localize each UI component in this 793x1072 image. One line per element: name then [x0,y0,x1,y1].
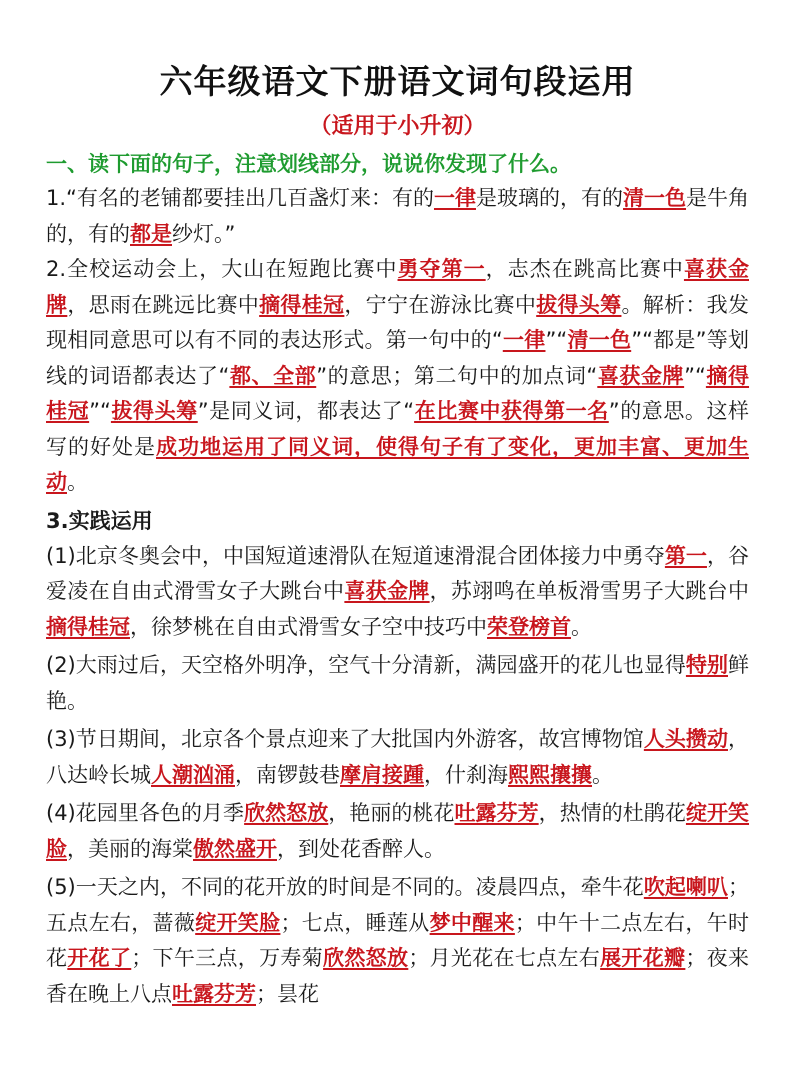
highlighted-term: 绽开笑脸 [195,910,281,935]
paragraph-text: ，思雨在跳远比赛中 [67,292,260,317]
paragraph-text: ；昙花 [256,981,319,1006]
paragraph-1 [46,181,749,252]
highlighted-term: 喜获金牌 [344,579,430,603]
paragraph-text: 1.“有名的老铺都要挂出几百盏灯来：有的 [46,186,434,210]
highlighted-term: 清一色 [567,328,632,352]
highlighted-term: 人潮汹涌 [151,762,235,787]
paragraph-text: ，徐梦桃在自由式滑雪女子空中技巧中 [130,614,487,639]
highlighted-term: 勇夺第一 [397,257,486,281]
paragraph-text: 。 [571,614,592,639]
highlighted-term: 欣然怒放 [244,801,329,825]
paragraph-text: ，什刹海 [424,762,508,787]
highlighted-term: 在比赛中获得第一名 [414,399,609,423]
paragraph-text: ；月光花在七点左右 [408,946,601,970]
highlighted-term: 摘得桂冠 [46,614,130,639]
highlighted-term: 熙熙攘攘 [508,762,592,787]
highlighted-term: 开花了 [67,946,132,970]
exercise-2 [46,648,749,719]
paragraph-text: ，谷爱凌在自由式滑雪女子大跳台中 [46,543,750,603]
exercise-3 [46,722,749,793]
highlighted-term: 都、全部 [229,363,317,388]
page-subtitle: （适用于小升初） [309,114,486,139]
highlighted-term: 拔得头筹 [536,292,622,317]
paragraph-text: 是玻璃的，有的 [475,186,624,210]
exercise-1 [46,539,749,646]
highlighted-term: 喜获金牌 [46,257,749,317]
page-title: 六年级语文下册语文词句段运用 [159,62,636,101]
highlighted-term: 都是 [130,221,172,246]
paragraph-text: ”“都是”等划线的词语都表达了“ [46,328,749,388]
highlighted-term: 拔得头筹 [110,399,198,423]
paragraph-text: ，苏翊鸣在单板滑雪男子大跳台中 [429,579,749,603]
paragraph-text: (3)节日期间，北京各个景点迎来了大批国内外游客，故宫博物馆 [46,727,644,751]
highlighted-term: 摘得桂冠 [46,363,750,423]
paragraph-text: ”“ [684,363,706,388]
highlighted-term: 荣登榜首 [487,614,571,639]
paragraph-text: ；七点，睡莲从 [280,910,430,935]
paragraph-text: (4)花园里各色的月季 [46,801,245,825]
highlighted-term: 特别 [685,653,728,677]
paragraph-text: 鲜艳。 [46,653,749,713]
paragraph-text: 纱灯。” [172,221,236,246]
paragraph-text: ，热情的杜鹃花 [538,801,686,825]
paragraph-text: ；下午三点，万寿菊 [131,946,324,970]
highlighted-term: 清一色 [623,186,687,210]
paragraph-text: 是牛角的，有的 [46,186,750,246]
highlighted-term: 梦中醒来 [429,910,515,935]
highlighted-term: 一律 [502,328,546,352]
paragraph-text: ”是同义词，都表达了“ [197,399,415,423]
highlighted-term: 喜获金牌 [597,363,685,388]
highlighted-term: 吐露芬芳 [172,981,256,1006]
paragraph-text: (2)大雨过后，天空格外明净，空气十分清新，满园盛开的花儿也显得 [46,653,686,677]
highlighted-term: 摩肩接踵 [340,762,424,787]
paragraph-text: ，艳丽的桃花 [328,801,455,825]
paragraph-text: 。 [592,762,613,787]
paragraph-2 [46,252,749,501]
exercise-4 [46,796,749,867]
highlighted-term: 吐露芬芳 [454,801,539,825]
section-heading-3: 3.实践运用 [46,508,153,533]
paragraph-text: ；中午十二点左右，午时花 [46,910,749,970]
paragraph-text: ，美丽的海棠 [67,836,193,861]
highlighted-term: 成功地运用了同义词，使得句子有了变化，更加丰富、更加生动 [46,434,749,494]
highlighted-term: 一律 [433,186,476,210]
highlighted-term: 摘得桂冠 [259,292,345,317]
paragraph-text: (5)一天之内，不同的花开放的时间是不同的。凌晨四点，牵牛花 [46,875,644,899]
highlighted-term: 吹起喇叭 [643,875,728,899]
paragraph-text: ，志杰在跳高比赛中 [485,257,684,281]
paragraph-text: ”“ [545,328,568,352]
highlighted-term: 傲然盛开 [193,836,277,861]
paragraph-text: 2.全校运动会上，大山在短跑比赛中 [46,257,398,281]
paragraph-text: ，八达岭长城 [46,727,749,787]
paragraph-text: ，宁宁在游泳比赛中 [344,292,537,317]
highlighted-term: 欣然怒放 [323,946,409,970]
highlighted-term: 展开花瓣 [600,946,686,970]
highlighted-term: 绽开笑脸 [46,801,750,861]
paragraph-text: ，南锣鼓巷 [235,762,340,787]
paragraph-text: 。 [67,470,88,494]
paragraph-text: ”的意思。这样写的好处是 [46,399,750,459]
paragraph-text: ；五点左右，蔷薇 [46,875,749,935]
highlighted-term: 人头攒动 [643,727,728,751]
paragraph-text: (1)北京冬奥会中，中国短道速滑队在短道速滑混合团体接力中勇夺 [46,543,665,568]
paragraph-text: ，到处花香醉人。 [277,836,445,861]
exercise-5 [46,870,749,1012]
paragraph-text: ”“ [89,399,111,423]
highlighted-term: 第一 [664,543,707,568]
paragraph-text: ；夜来香在晚上八点 [46,946,749,1006]
paragraph-text: 。解析：我发现相同意思可以有不同的表达形式。第一句中的“ [46,292,749,352]
section-heading-1: 一、读下面的句子，注意划线部分，说说你发现了什么。 [46,152,571,176]
paragraph-text: ”的意思；第二句中的加点词“ [316,363,598,388]
